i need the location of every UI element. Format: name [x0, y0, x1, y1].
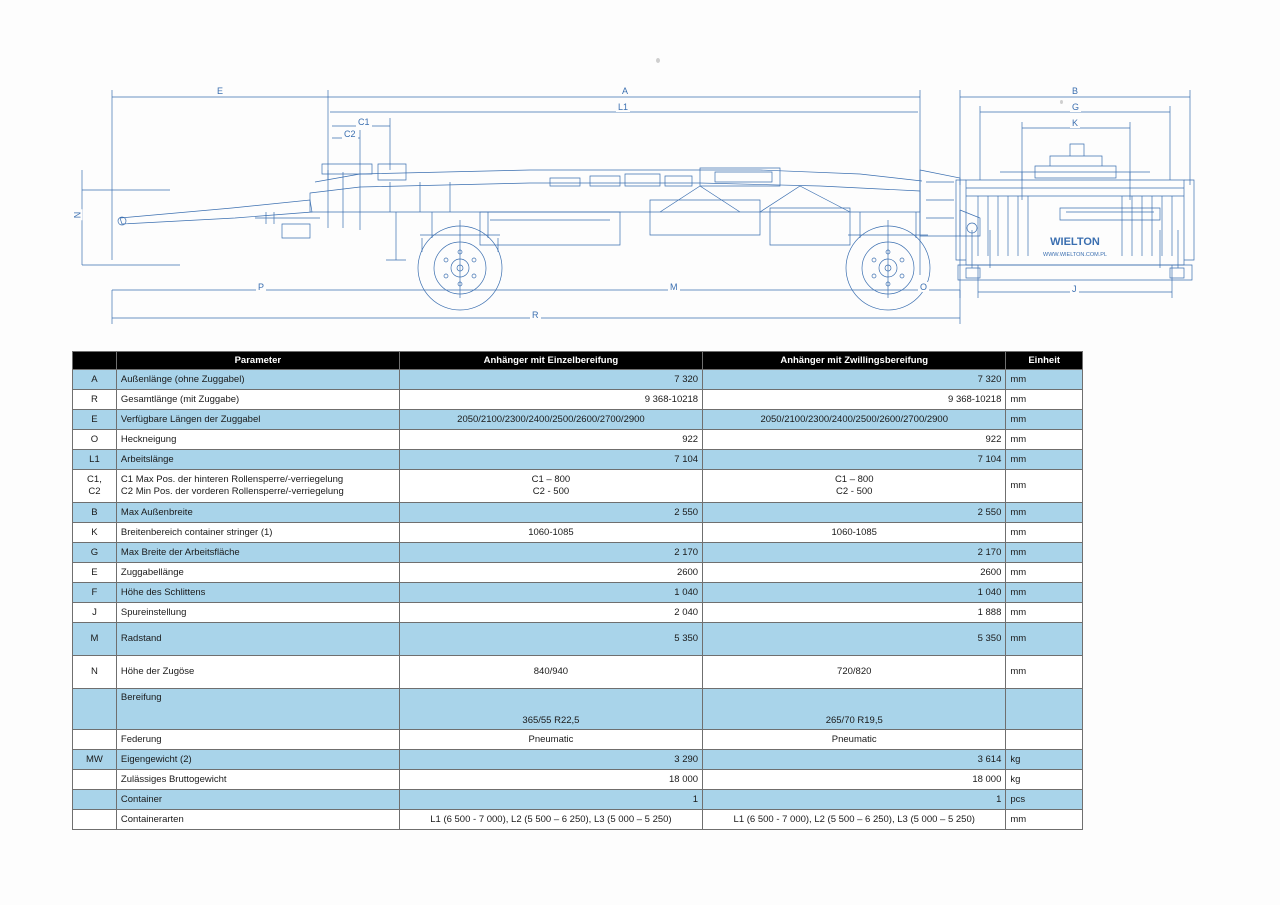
row-value-single: 1 040	[399, 583, 702, 603]
dim-label-M: M	[670, 282, 678, 292]
row-unit: mm	[1006, 450, 1083, 470]
row-parameter: Arbeitslänge	[116, 450, 399, 470]
row-value-single: Pneumatic	[399, 730, 702, 750]
row-value-twin: 1	[703, 790, 1006, 810]
row-value-twin: L1 (6 500 - 7 000), L2 (5 500 – 6 250), L3 (5 000 – 5 250)	[703, 810, 1006, 830]
table-row	[73, 603, 1083, 623]
row-unit: mm	[1006, 583, 1083, 603]
row-symbol-line2: C2	[88, 486, 101, 497]
row-symbol: E	[73, 563, 117, 583]
table-row	[73, 810, 1083, 830]
row-value-twin: 720/820	[703, 656, 1006, 689]
row-value-twin: 9 368-10218	[703, 390, 1006, 410]
brand-url-text: WWW.WIELTON.COM.PL	[1043, 252, 1107, 258]
row-symbol	[73, 730, 117, 750]
row-parameter: Zulässiges Bruttogewicht	[116, 770, 399, 790]
row-unit: kg	[1006, 770, 1083, 790]
table-row	[73, 583, 1083, 603]
row-unit: mm	[1006, 410, 1083, 430]
row-parameter: Container	[116, 790, 399, 810]
row-value-twin-line2: C2 - 500	[836, 486, 873, 497]
row-value-twin: 3 614	[703, 750, 1006, 770]
row-value-single: 7 320	[399, 370, 702, 390]
row-unit: mm	[1006, 563, 1083, 583]
dim-label-C2: C2	[344, 129, 356, 139]
dim-label-B: B	[1072, 86, 1079, 96]
dim-label-E-front: E	[217, 86, 224, 96]
row-value-single: 2600	[399, 563, 702, 583]
dim-label-C1: C1	[358, 117, 370, 127]
row-parameter: Gesamtlänge (mit Zuggabe)	[116, 390, 399, 410]
row-parameter: Höhe des Schlittens	[116, 583, 399, 603]
row-symbol: A	[73, 370, 117, 390]
row-parameter-line1: C1 Max Pos. der hinteren Rollensperre/-verriegelung	[120, 474, 344, 485]
row-symbol: O	[73, 430, 117, 450]
row-unit	[1006, 730, 1083, 750]
row-symbol	[73, 790, 117, 810]
row-symbol: L1	[73, 450, 117, 470]
row-value-twin-line1: C1 – 800	[834, 474, 874, 485]
row-parameter: Eigengewicht (2)	[116, 750, 399, 770]
row-value-single: 1	[399, 790, 702, 810]
table-row	[73, 370, 1083, 390]
row-unit: kg	[1006, 750, 1083, 770]
table-row	[73, 689, 1083, 730]
dim-label-N: N	[72, 211, 83, 219]
row-value-single: 9 368-10218	[399, 390, 702, 410]
row-unit	[1006, 689, 1083, 730]
header-symbol	[73, 352, 117, 370]
row-value-twin: 2050/2100/2300/2400/2500/2600/2700/2900	[703, 410, 1006, 430]
row-value-single: 922	[399, 430, 702, 450]
row-value-twin: 5 350	[703, 623, 1006, 656]
header-twin-tyre: Anhänger mit Zwillingsbereifung	[703, 352, 1006, 370]
specification-table	[72, 351, 1083, 830]
row-unit: mm	[1006, 370, 1083, 390]
table-row	[73, 730, 1083, 750]
row-value-single-line2: C2 - 500	[532, 486, 570, 497]
table-row	[73, 523, 1083, 543]
dim-label-L1: L1	[618, 102, 629, 112]
row-symbol: G	[73, 543, 117, 563]
row-symbol: E	[73, 410, 117, 430]
scan-artifact	[1060, 100, 1063, 104]
row-value-twin: Pneumatic	[703, 730, 1006, 750]
dim-label-O: O	[920, 282, 928, 292]
row-unit: mm	[1006, 470, 1083, 503]
table-header-row	[73, 352, 1083, 370]
row-unit: mm	[1006, 390, 1083, 410]
brand-logo-text: WIELTON	[1050, 236, 1100, 248]
row-value-twin: 7 104	[703, 450, 1006, 470]
row-unit: mm	[1006, 810, 1083, 830]
row-unit: mm	[1006, 656, 1083, 689]
table-row	[73, 470, 1083, 503]
row-parameter: Max Breite der Arbeitsfläche	[116, 543, 399, 563]
dim-label-R: R	[532, 310, 539, 320]
row-value-twin: 2 170	[703, 543, 1006, 563]
table-row	[73, 656, 1083, 689]
row-parameter: Containerarten	[116, 810, 399, 830]
technical-drawing	[60, 60, 1220, 345]
table-row	[73, 390, 1083, 410]
row-value-single: 840/940	[399, 656, 702, 689]
table-row	[73, 623, 1083, 656]
row-value-single: L1 (6 500 - 7 000), L2 (5 500 – 6 250), L3 (5 000 – 5 250)	[399, 810, 702, 830]
row-parameter	[116, 470, 399, 503]
row-symbol	[73, 770, 117, 790]
row-symbol: M	[73, 623, 117, 656]
row-value-single: 7 104	[399, 450, 702, 470]
scan-artifact	[656, 58, 660, 63]
header-parameter: Parameter	[116, 352, 399, 370]
row-parameter: Höhe der Zugöse	[116, 656, 399, 689]
row-unit: mm	[1006, 543, 1083, 563]
row-unit: mm	[1006, 623, 1083, 656]
row-value-single: 3 290	[399, 750, 702, 770]
row-symbol: R	[73, 390, 117, 410]
row-value-single: 1060-1085	[399, 523, 702, 543]
row-parameter: Außenlänge (ohne Zuggabel)	[116, 370, 399, 390]
row-value-single: 2 040	[399, 603, 702, 623]
row-symbol: MW	[73, 750, 117, 770]
row-parameter: Breitenbereich container stringer (1)	[116, 523, 399, 543]
row-value-single: 2 170	[399, 543, 702, 563]
row-value-single: 365/55 R22,5	[399, 689, 702, 730]
row-value-twin: 2 550	[703, 503, 1006, 523]
table-row	[73, 770, 1083, 790]
row-value-twin: 2600	[703, 563, 1006, 583]
dim-label-A: A	[622, 86, 629, 96]
table-row	[73, 543, 1083, 563]
row-unit: mm	[1006, 503, 1083, 523]
row-parameter: Max Außenbreite	[116, 503, 399, 523]
row-symbol-line1: C1,	[87, 474, 102, 485]
row-parameter: Federung	[116, 730, 399, 750]
row-symbol	[73, 810, 117, 830]
row-value-single: 5 350	[399, 623, 702, 656]
row-value-twin: 265/70 R19,5	[703, 689, 1006, 730]
row-value-twin: 7 320	[703, 370, 1006, 390]
dim-label-J: J	[1072, 284, 1077, 294]
row-parameter: Bereifung	[116, 689, 399, 730]
row-parameter: Zuggabellänge	[116, 563, 399, 583]
row-value-single: 2050/2100/2300/2400/2500/2600/2700/2900	[399, 410, 702, 430]
row-value-single: 18 000	[399, 770, 702, 790]
row-unit: mm	[1006, 523, 1083, 543]
row-value-twin: 18 000	[703, 770, 1006, 790]
row-unit: pcs	[1006, 790, 1083, 810]
header-unit: Einheit	[1006, 352, 1083, 370]
row-value-twin: 1 888	[703, 603, 1006, 623]
row-value-single-line1: C1 – 800	[531, 474, 571, 485]
row-symbol: B	[73, 503, 117, 523]
row-value-single: 2 550	[399, 503, 702, 523]
row-value-twin: 1 040	[703, 583, 1006, 603]
row-parameter: Radstand	[116, 623, 399, 656]
row-parameter: Verfügbare Längen der Zuggabel	[116, 410, 399, 430]
table-row	[73, 430, 1083, 450]
row-unit: mm	[1006, 603, 1083, 623]
table-row	[73, 450, 1083, 470]
dim-label-P: P	[258, 282, 265, 292]
table-row	[73, 750, 1083, 770]
row-parameter: Heckneigung	[116, 430, 399, 450]
row-value-twin: 1060-1085	[703, 523, 1006, 543]
trailer-drawing-svg	[60, 60, 1220, 345]
dim-label-G: G	[1072, 102, 1080, 112]
table-row	[73, 563, 1083, 583]
row-parameter: Spureinstellung	[116, 603, 399, 623]
row-symbol	[73, 470, 117, 503]
header-single-tyre: Anhänger mit Einzelbereifung	[399, 352, 702, 370]
row-unit: mm	[1006, 430, 1083, 450]
row-symbol: N	[73, 656, 117, 689]
row-symbol: K	[73, 523, 117, 543]
table-row	[73, 410, 1083, 430]
row-symbol	[73, 689, 117, 730]
row-symbol: F	[73, 583, 117, 603]
row-value-single	[399, 470, 702, 503]
table-row	[73, 790, 1083, 810]
row-symbol: J	[73, 603, 117, 623]
row-parameter-line2: C2 Min Pos. der vorderen Rollensperre/-verriegelung	[120, 486, 344, 497]
row-value-twin: 922	[703, 430, 1006, 450]
table-row	[73, 503, 1083, 523]
row-value-twin	[703, 470, 1006, 503]
dim-label-K: K	[1072, 118, 1079, 128]
